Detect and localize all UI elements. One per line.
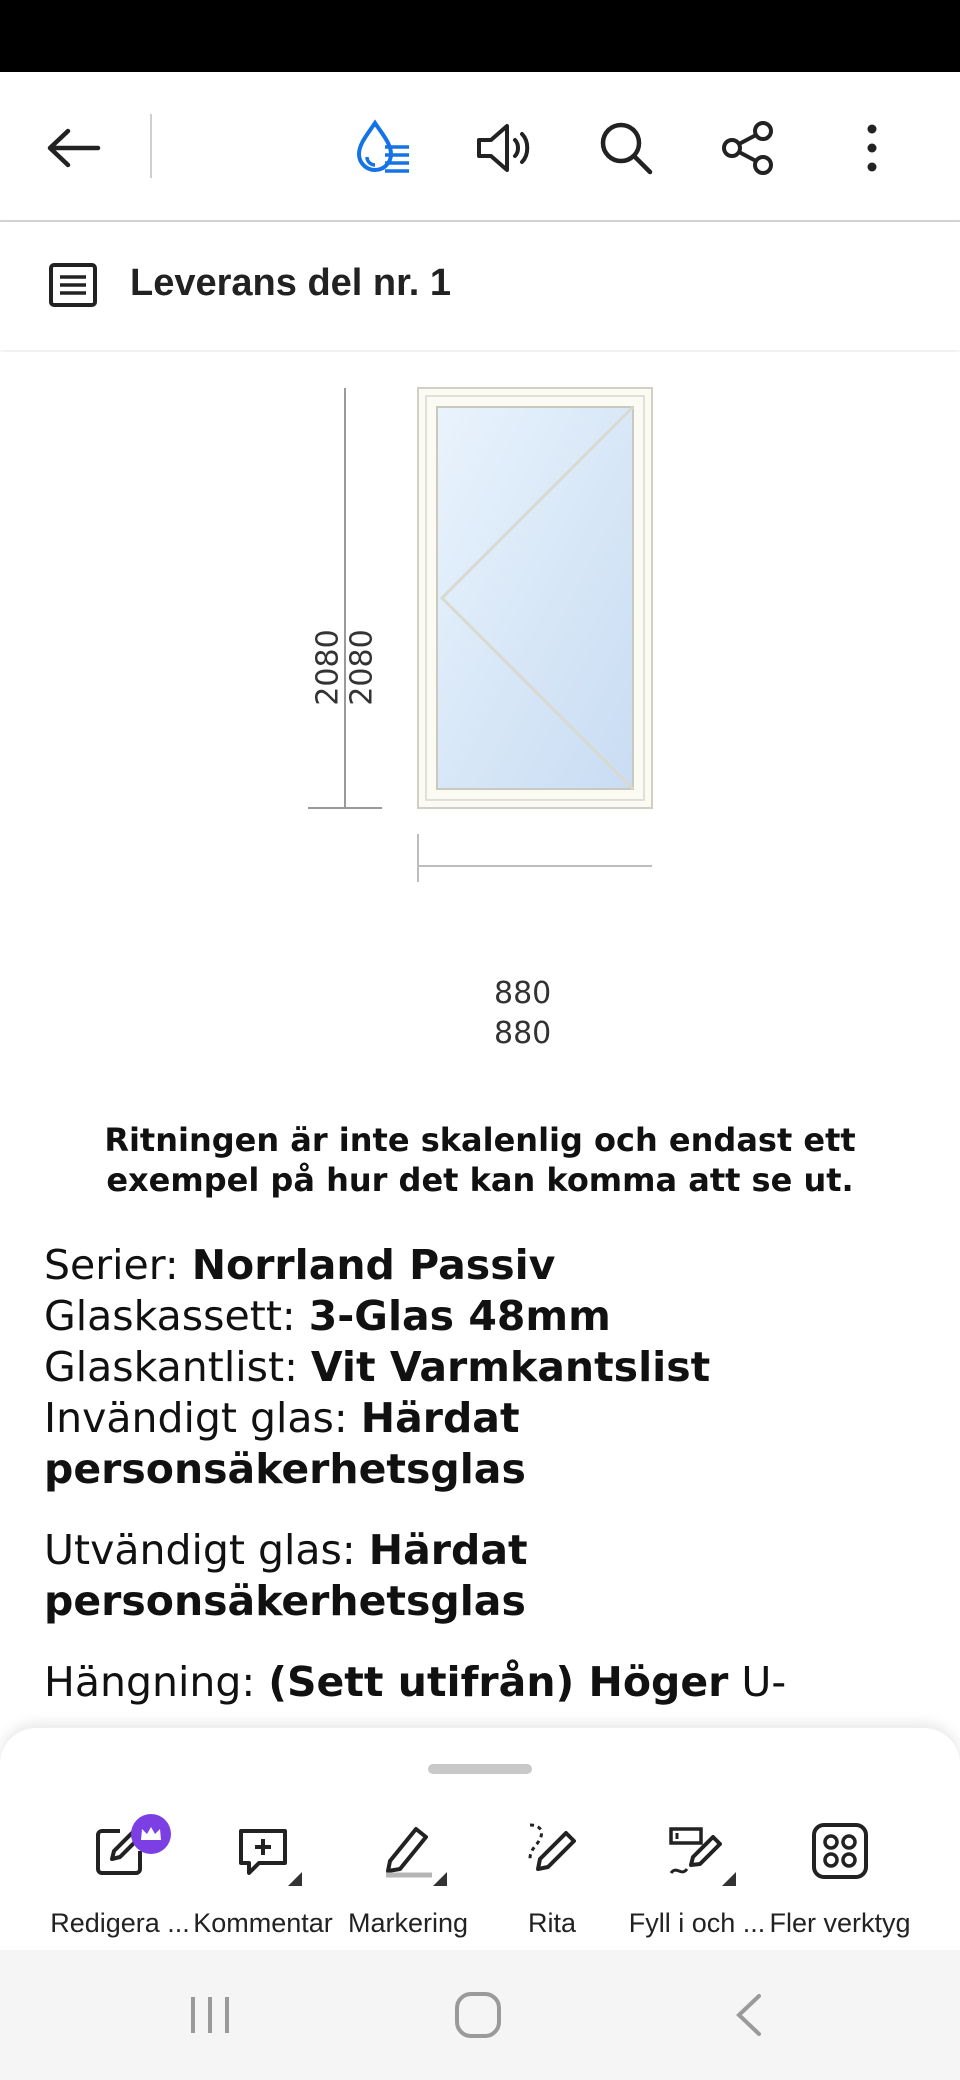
spec-value: Vit Varmkantslist xyxy=(310,1343,711,1391)
more-tools-grid-icon xyxy=(765,1816,915,1886)
tool-label: Fyll i och ... xyxy=(628,1908,766,1938)
document-content xyxy=(0,352,960,1727)
search-icon[interactable] xyxy=(590,112,662,184)
tool-label: Kommentar xyxy=(193,1908,333,1938)
spec-value: personsäkerhetsglas xyxy=(44,1577,526,1625)
comment-icon xyxy=(188,1816,338,1886)
draw-icon xyxy=(477,1816,627,1886)
tool-fill-sign[interactable] xyxy=(622,1816,772,1939)
width-label-1: 880 xyxy=(494,976,552,1011)
table-of-contents-icon[interactable] xyxy=(48,262,98,313)
premium-crown-icon xyxy=(131,1814,171,1854)
read-aloud-icon[interactable] xyxy=(468,112,540,184)
tool-highlight[interactable] xyxy=(333,1816,483,1939)
system-navigation-bar xyxy=(0,1950,960,2080)
system-back-icon[interactable] xyxy=(708,1980,788,2050)
spec-invandigt-glas xyxy=(44,1393,924,1444)
spec-value: Härdat xyxy=(368,1526,528,1574)
spec-hangning xyxy=(44,1657,924,1708)
specifications xyxy=(44,1240,924,1708)
spec-serier xyxy=(44,1240,924,1291)
more-vertical-icon[interactable] xyxy=(836,112,908,184)
spec-suffix: U- xyxy=(728,1658,787,1706)
spec-value: Härdat xyxy=(360,1394,520,1442)
spec-glaskantlist xyxy=(44,1342,924,1393)
door-glass xyxy=(437,407,633,789)
tool-edit[interactable] xyxy=(45,1816,195,1939)
toolbar-divider xyxy=(150,114,152,178)
spec-value: personsäkerhetsglas xyxy=(44,1445,526,1493)
tool-label: Redigera ... xyxy=(50,1908,190,1938)
tool-label: Markering xyxy=(347,1908,469,1938)
share-icon[interactable] xyxy=(712,112,784,184)
spec-label: Glaskantlist: xyxy=(44,1343,311,1391)
width-label-2: 880 xyxy=(494,1016,552,1051)
tool-draw[interactable] xyxy=(477,1816,627,1939)
spec-label: Glaskassett: xyxy=(44,1292,309,1340)
status-bar xyxy=(0,0,960,72)
spec-label: Invändigt glas: xyxy=(44,1394,361,1442)
document-title-bar xyxy=(0,222,960,350)
disclaimer-line-1: Ritningen är inte skalenlig och endast ett xyxy=(104,1121,856,1159)
dropdown-caret-icon xyxy=(288,1872,302,1886)
drawing-disclaimer xyxy=(40,1120,920,1200)
spec-glaskassett xyxy=(44,1291,924,1342)
tool-label: Rita xyxy=(527,1908,576,1938)
spec-label: Hängning: xyxy=(44,1658,269,1706)
spec-label: Utvändigt glas: xyxy=(44,1526,369,1574)
spec-utvandigt-glas xyxy=(44,1525,924,1576)
liquid-mode-icon[interactable] xyxy=(346,112,418,184)
spec-value: Norrland Passiv xyxy=(191,1241,556,1289)
document-title: Leverans del nr. 1 xyxy=(130,262,452,304)
recent-apps-icon[interactable] xyxy=(170,1980,250,2050)
height-label-2: 2080 xyxy=(344,629,380,706)
home-icon[interactable] xyxy=(438,1980,518,2050)
tool-comment[interactable] xyxy=(188,1816,338,1939)
spec-invandigt-glas-cont xyxy=(44,1444,924,1495)
disclaimer-line-2: exempel på hur det kan komma att se ut. xyxy=(106,1161,854,1199)
dropdown-caret-icon xyxy=(722,1872,736,1886)
height-label-1: 2080 xyxy=(310,629,346,706)
top-app-bar xyxy=(0,72,960,222)
highlighter-icon xyxy=(333,1816,483,1886)
edit-pencil-icon xyxy=(45,1816,195,1886)
tool-label: Fler verktyg xyxy=(769,1908,911,1938)
spec-value: 3-Glas 48mm xyxy=(308,1292,611,1340)
dropdown-caret-icon xyxy=(433,1872,447,1886)
tool-more-tools[interactable] xyxy=(765,1816,915,1939)
back-arrow-icon[interactable] xyxy=(38,112,110,184)
fill-sign-icon xyxy=(622,1816,772,1886)
sheet-drag-handle[interactable] xyxy=(428,1764,532,1774)
spec-utvandigt-glas-cont xyxy=(44,1576,924,1627)
spec-value: (Sett utifrån) Höger xyxy=(268,1658,729,1706)
spec-label: Serier: xyxy=(44,1241,192,1289)
tools-sheet xyxy=(0,1728,960,1950)
